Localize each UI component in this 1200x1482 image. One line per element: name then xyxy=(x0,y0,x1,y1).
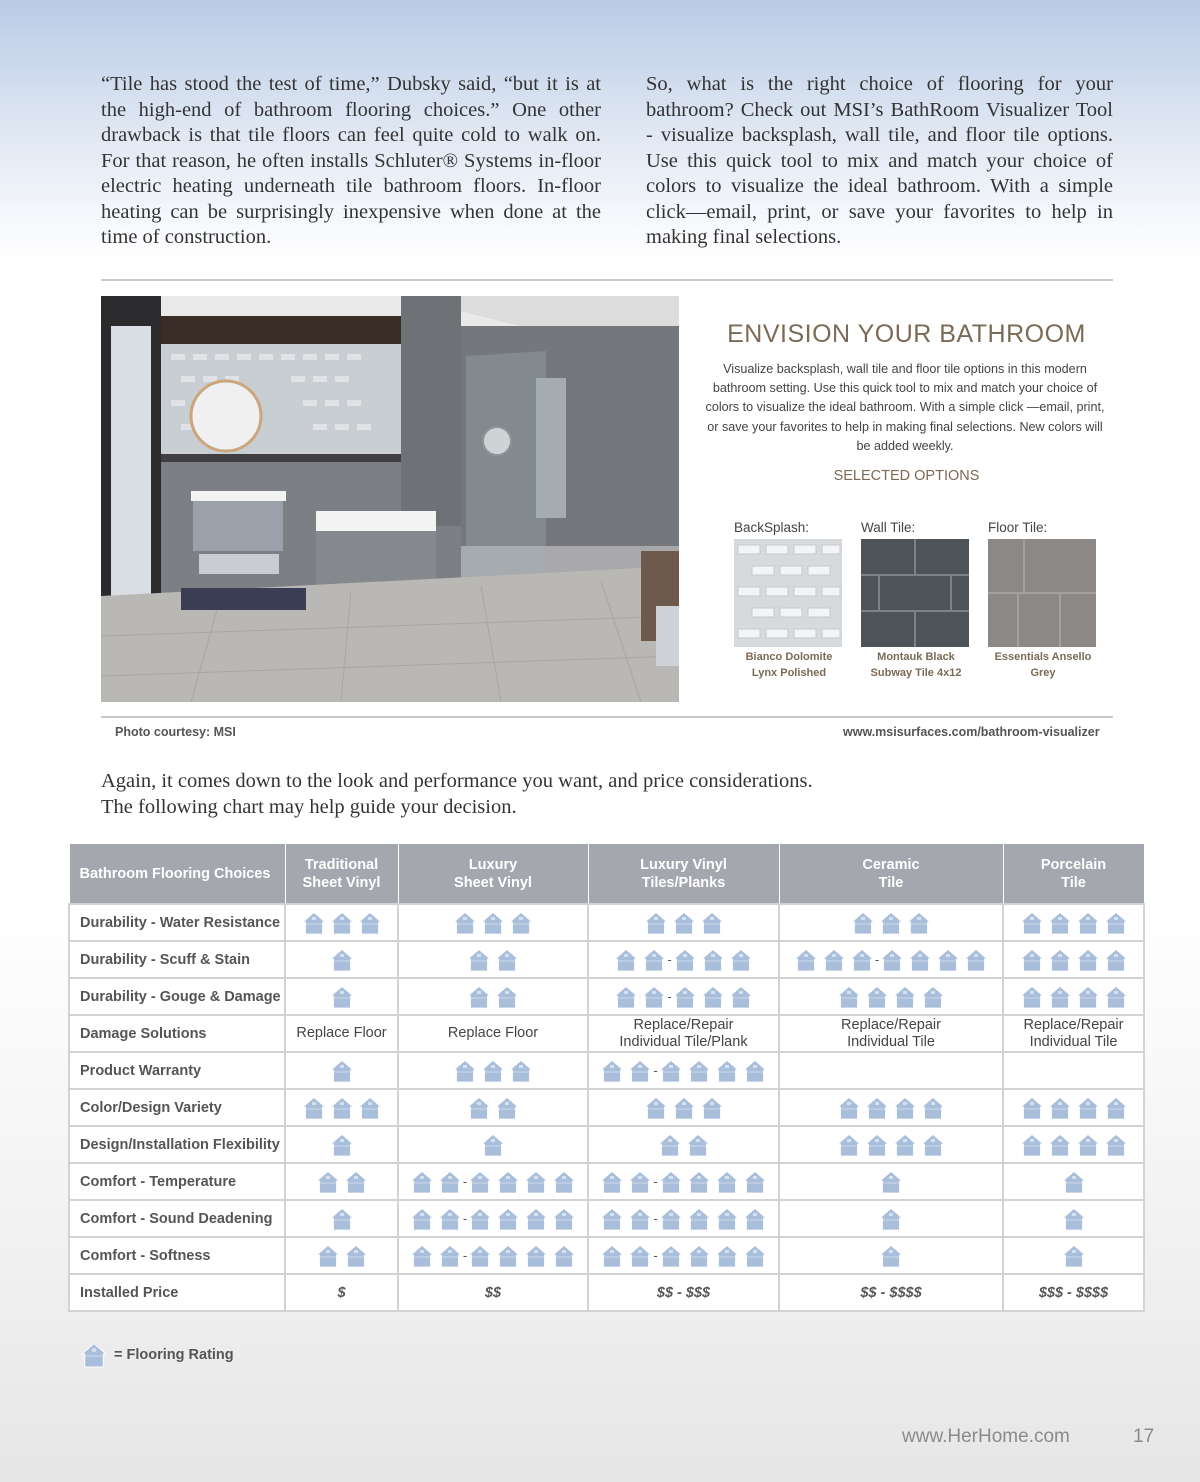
chart-header-column: Porcelain Tile xyxy=(1003,844,1144,905)
rating-cell xyxy=(588,1089,779,1126)
visualizer-description: Visualize backsplash, wall tile and floor tile options in this modern bathroom setting. Use this quick tool to mix and match your choice of colors to visualize the ideal bathroom. With a simple click —email, print, or save your favorites to help in making final selections. New colors will be added weekly. xyxy=(705,362,1105,453)
swatch-label: BackSplash: xyxy=(734,520,810,535)
rating-range-cell: - xyxy=(588,1163,779,1200)
article-left-column: “Tile has stood the test of time,” Dubsky said, “but it is at the high-end of bathroom flooring choices.” One other drawback is that tile floors can feel quite cold to walk on. For that reason, he often installs Schluter® Systems in-floor electric heating underneath tile bathroom floors. In-floor heating can be surprisingly inexpensive when done at the time of construction. xyxy=(101,73,601,248)
rating-cell xyxy=(1003,904,1144,941)
rating-range-cell: - xyxy=(588,1237,779,1274)
rating-cell xyxy=(398,1052,588,1089)
rating-cell xyxy=(285,1126,398,1163)
visualizer-title: ENVISION YOUR BATHROOM xyxy=(727,320,1086,348)
empty-cell xyxy=(779,1052,1003,1089)
table-row xyxy=(69,1089,1144,1126)
wall-tile-image xyxy=(861,539,969,647)
row-label: Installed Price xyxy=(69,1274,285,1311)
backsplash-swatch xyxy=(734,520,844,681)
swatch-label: Floor Tile: xyxy=(988,520,1048,535)
rating-cell xyxy=(285,1052,398,1089)
visualizer-url: www.msisurfaces.com/bathroom-visualizer xyxy=(843,725,1100,739)
swatch-label: Wall Tile: xyxy=(861,520,916,535)
price-cell: $ xyxy=(285,1274,398,1311)
rating-cell xyxy=(1003,941,1144,978)
rating-cell xyxy=(779,1237,1003,1274)
table-row xyxy=(69,1274,1144,1311)
rating-cell xyxy=(1003,1163,1144,1200)
chart-header-label: Bathroom Flooring Choices xyxy=(69,844,285,905)
table-row xyxy=(69,1163,1144,1200)
rating-cell xyxy=(285,904,398,941)
rating-range-cell: - xyxy=(588,941,779,978)
price-cell: $$$ - $$$$ xyxy=(1003,1274,1144,1311)
rating-range-cell: - xyxy=(588,978,779,1015)
rating-cell xyxy=(588,904,779,941)
text-cell: Replace/Repair Individual Tile xyxy=(779,1015,1003,1052)
rating-cell xyxy=(779,978,1003,1015)
swatch-name: Essentials Ansello Grey xyxy=(994,651,1092,679)
price-cell: $$ - $$$ xyxy=(588,1274,779,1311)
wall-tile-swatch xyxy=(861,520,971,681)
row-label: Product Warranty xyxy=(69,1052,285,1089)
swatch-name: Bianco Dolomite Lynx Polished xyxy=(745,651,833,679)
selected-options-heading: SELECTED OPTIONS xyxy=(833,468,980,484)
rating-cell xyxy=(779,1200,1003,1237)
floor-tile-image xyxy=(988,539,1096,647)
rating-cell xyxy=(588,1126,779,1163)
row-label: Durability - Water Resistance xyxy=(69,904,285,941)
row-label: Durability - Gouge & Damage xyxy=(69,978,285,1015)
row-label: Design/Installation Flexibility xyxy=(69,1126,285,1163)
visualizer-panel xyxy=(700,296,1113,702)
rating-cell xyxy=(779,1126,1003,1163)
rating-cell xyxy=(779,1163,1003,1200)
rating-range-cell: - xyxy=(779,941,1003,978)
chart-header-column: Luxury Sheet Vinyl xyxy=(398,844,588,905)
rating-cell xyxy=(398,904,588,941)
price-cell: $$ xyxy=(398,1274,588,1311)
table-row xyxy=(69,1052,1144,1089)
rating-range-cell: - xyxy=(398,1163,588,1200)
house-rating-icon xyxy=(78,1347,110,1363)
rating-cell xyxy=(285,978,398,1015)
row-label: Color/Design Variety xyxy=(69,1089,285,1126)
backsplash-tile-image xyxy=(734,539,842,647)
table-row xyxy=(69,1200,1144,1237)
chart-header-column: Luxury Vinyl Tiles/Planks xyxy=(588,844,779,905)
row-label: Durability - Scuff & Stain xyxy=(69,941,285,978)
rating-range-cell: - xyxy=(398,1237,588,1274)
rating-cell xyxy=(398,941,588,978)
rating-cell xyxy=(285,1200,398,1237)
rating-cell xyxy=(1003,1200,1144,1237)
caption-divider xyxy=(101,716,1113,718)
row-label: Comfort - Temperature xyxy=(69,1163,285,1200)
rating-cell xyxy=(285,1237,398,1274)
chart-header-column: Traditional Sheet Vinyl xyxy=(285,844,398,905)
chart-header-column: Ceramic Tile xyxy=(779,844,1003,905)
footer-site: www.HerHome.com xyxy=(902,1426,1070,1447)
table-row xyxy=(69,1237,1144,1274)
row-label: Comfort - Softness xyxy=(69,1237,285,1274)
text-cell: Replace/Repair Individual Tile xyxy=(1003,1015,1144,1052)
flooring-comparison-table xyxy=(68,843,1145,1312)
rating-cell xyxy=(1003,1126,1144,1163)
rating-cell xyxy=(285,941,398,978)
rating-cell xyxy=(398,1089,588,1126)
rating-range-cell: - xyxy=(588,1200,779,1237)
text-cell: Replace Floor xyxy=(398,1015,588,1052)
article-right-column: So, what is the right choice of flooring for your bathroom? Check out MSI’s BathRoom Visualizer Tool - visualize backsplash, wall tile, and floor tile options. Use this quick tool to mix and match your choice of colors to visualize the ideal bathroom. With a simple click—email, print, or save your favorites to help in making final selections. xyxy=(646,73,1113,248)
rating-cell xyxy=(398,1126,588,1163)
bathroom-photo xyxy=(101,296,679,702)
page-number: 17 xyxy=(1133,1426,1155,1447)
text-cell: Replace/Repair Individual Tile/Plank xyxy=(588,1015,779,1052)
empty-cell xyxy=(1003,1052,1144,1089)
rating-cell xyxy=(285,1163,398,1200)
rating-cell xyxy=(1003,978,1144,1015)
price-cell: $$ - $$$$ xyxy=(779,1274,1003,1311)
rating-range-cell: - xyxy=(588,1052,779,1089)
chart-legend: = Flooring Rating xyxy=(78,1342,234,1368)
rating-cell xyxy=(398,978,588,1015)
rating-cell xyxy=(1003,1237,1144,1274)
row-label: Damage Solutions xyxy=(69,1015,285,1052)
rating-cell xyxy=(1003,1089,1144,1126)
rating-cell xyxy=(779,904,1003,941)
top-divider xyxy=(101,279,1113,281)
swatch-name: Montauk Black Subway Tile 4x12 xyxy=(870,651,962,679)
photo-credit: Photo courtesy: MSI xyxy=(115,725,236,739)
table-row xyxy=(69,1126,1144,1163)
row-label: Comfort - Sound Deadening xyxy=(69,1200,285,1237)
table-row xyxy=(69,941,1144,978)
rating-cell xyxy=(285,1089,398,1126)
floor-tile-swatch xyxy=(988,520,1098,681)
rating-range-cell: - xyxy=(398,1200,588,1237)
table-row xyxy=(69,978,1144,1015)
text-cell: Replace Floor xyxy=(285,1015,398,1052)
table-row xyxy=(69,904,1144,941)
rating-cell xyxy=(779,1089,1003,1126)
chart-intro: Again, it comes down to the look and performance you want, and price considerations. The following chart may help guide your decision. xyxy=(101,770,813,818)
table-row xyxy=(69,1015,1144,1052)
